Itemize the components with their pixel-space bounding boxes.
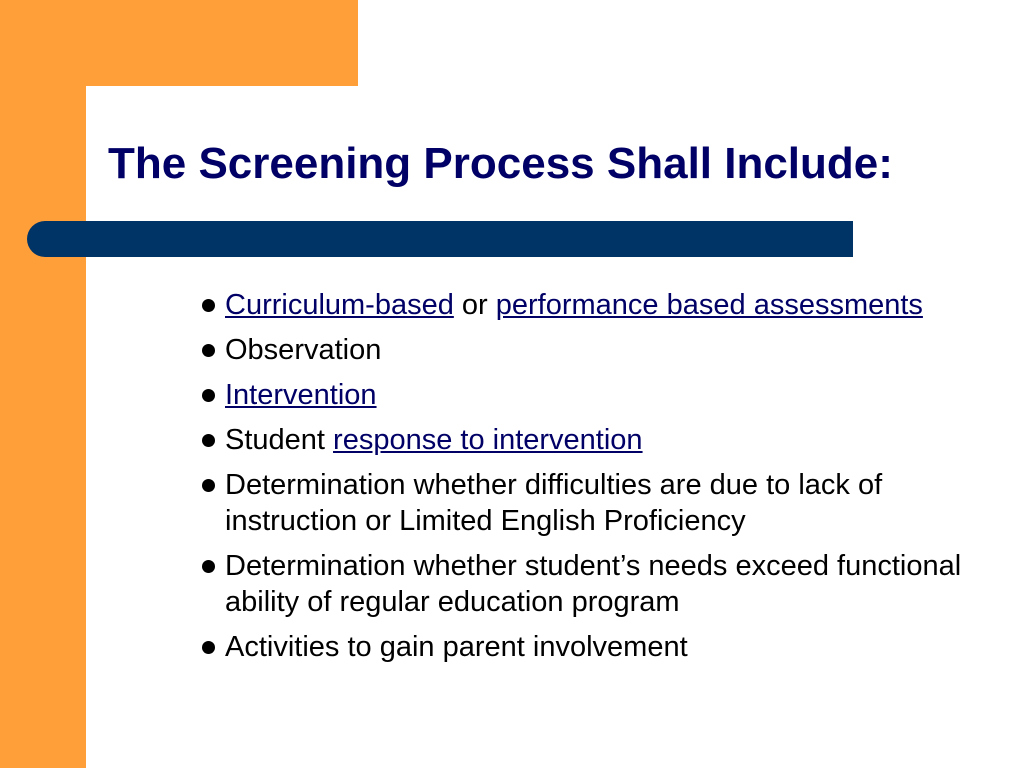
bullet-text: Activities to gain parent involvement [225,631,688,663]
bullet-dot-icon [202,560,215,573]
bullet-text: Student [225,424,334,456]
bullet-text: or [453,289,496,321]
bullet-dot-icon [202,641,215,654]
bullet-item-student-response [200,422,990,458]
curriculum-based-link[interactable]: Curriculum-based [225,289,454,321]
bullet-dot-icon [202,299,215,312]
bullet-text: Observation [225,334,382,366]
response-to-intervention-link[interactable]: response to intervention [333,424,643,456]
bullet-item-assessments [200,287,990,323]
navy-divider-bar [27,221,853,257]
bullet-text: Determination whether difficulties are due to lack of instruction or Limited English Proficiency [225,469,883,537]
bullet-item-determination-lep [200,467,990,539]
bullet-item-parent-involvement [200,629,990,665]
intervention-link[interactable]: Intervention [225,379,377,411]
bullet-item-observation [200,332,990,368]
slide-title: The Screening Process Shall Include: [108,139,893,188]
bullet-text: Determination whether student’s needs exceed functional ability of regular education program [225,550,962,618]
orange-side-band [0,0,86,768]
bullet-item-determination-needs [200,548,990,620]
bullet-list [200,287,990,674]
bullet-dot-icon [202,344,215,357]
bullet-dot-icon [202,479,215,492]
bullet-item-intervention [200,377,990,413]
bullet-dot-icon [202,389,215,402]
bullet-dot-icon [202,434,215,447]
orange-top-band [0,0,358,86]
performance-based-assessments-link[interactable]: performance based assessments [495,289,923,321]
